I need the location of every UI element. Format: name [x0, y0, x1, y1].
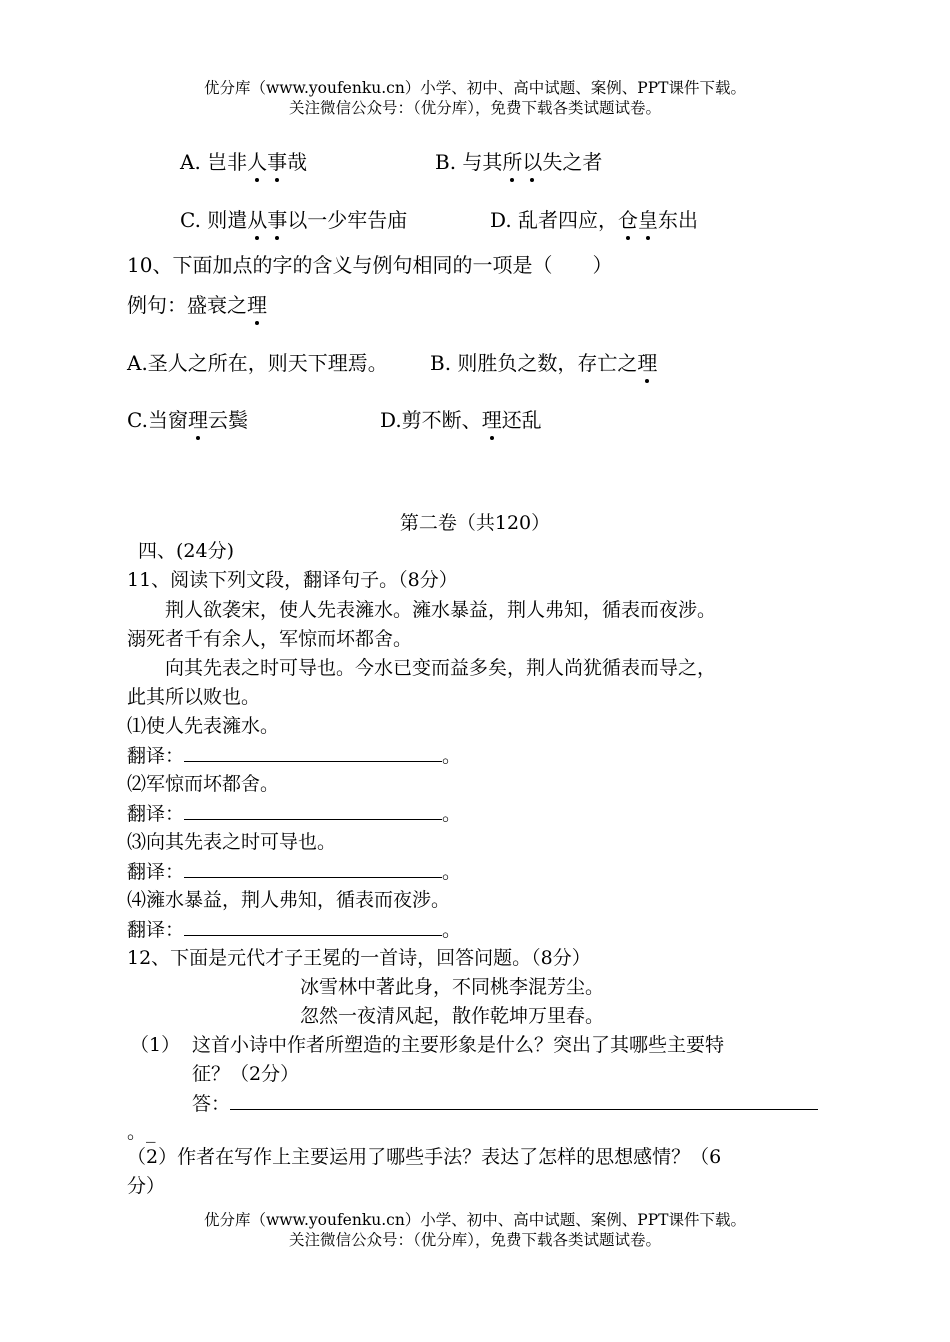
q11-stem: 11、阅读下列文段，翻译句子。（8分） [127, 569, 458, 591]
q11-sentence-2: ⑵军惊而坏都舍。 [127, 773, 280, 795]
q9-option-d: D. 乱者四应，仓皇东出 [490, 208, 699, 232]
q10-example: 例句：盛衰之理 [127, 293, 267, 317]
q11-sentence-4: ⑷澭水暴益，荆人弗知，循表而夜涉。 [127, 889, 451, 911]
answer-blank[interactable] [230, 1090, 818, 1110]
translation-row-3: 翻译： 。 [127, 858, 461, 885]
q10-option-b: B. 则胜负之数，存亡之理 [430, 351, 658, 375]
translation-row-2: 翻译： 。 [127, 800, 461, 827]
poem-line-2: 忽然一夜清风起，散作乾坤万里春。 [300, 1005, 605, 1027]
emphasis-dot-char: 事 [267, 150, 288, 174]
q11-sentence-3: ⑶向其先表之时可导也。 [127, 831, 337, 853]
emphasis-dot-char: 仓 [618, 208, 639, 232]
footer-line-2: 关注微信公众号：（优分库），免费下载各类试题试卷。 [288, 1231, 661, 1249]
translation-row-4: 翻译： 。 [127, 916, 461, 943]
emphasis-dot-char: 从 [247, 208, 268, 232]
q12-2-question-cont: 分） [127, 1175, 166, 1197]
emphasis-dot-char: 皇 [638, 208, 659, 232]
footer-line-1: 优分库（www.youfenku.cn）小学、初中、高中试题、案例、PPT课件下载。 [203, 1211, 747, 1229]
q10-option-a: A.圣人之所在，则天下理焉。 [127, 351, 388, 375]
q10-option-d: D.剪不断、理还乱 [380, 408, 542, 432]
answer-blank[interactable] [184, 858, 442, 878]
emphasis-dot-char: 理 [481, 408, 502, 432]
emphasis-dot-char: 人 [247, 150, 268, 174]
q9-option-c: C. 则遣从事以一少牢告庙 [180, 208, 408, 232]
q11-sentence-1: ⑴使人先表澭水。 [127, 715, 280, 737]
emphasis-dot-char: 理 [637, 351, 658, 375]
translation-row-1: 翻译： 。 [127, 742, 461, 769]
q9-option-a: A. 岂非人事哉 [180, 150, 308, 174]
section-heading: 四、(24分) [138, 540, 235, 562]
q11-passage-line: 荆人欲袭宋，使人先表澭水。澭水暴益，荆人弗知，循表而夜涉。 [165, 599, 717, 621]
q12-1-number: （1） [130, 1034, 181, 1056]
header-line-2: 关注微信公众号：（优分库），免费下载各类试题试卷。 [288, 99, 661, 117]
header-line-1: 优分库（www.youfenku.cn）小学、初中、高中试题、案例、PPT课件下载。 [203, 79, 747, 97]
emphasis-dot-char: 事 [267, 208, 288, 232]
answer-blank[interactable] [184, 916, 442, 936]
q9-option-b: B. 与其所以失之者 [435, 150, 603, 174]
q11-passage-line: 向其先表之时可导也。今水已变而益多矣，荆人尚犹循表而导之， [165, 657, 717, 679]
part2-title: 第二卷（共120） [399, 512, 551, 534]
answer-blank[interactable] [184, 742, 442, 762]
q11-passage-line: 此其所以败也。 [127, 686, 261, 708]
emphasis-dot-char: 所 [502, 150, 523, 174]
q12-1-question-cont: 征？（2分） [192, 1063, 300, 1085]
q12-stem: 12、下面是元代才子王冕的一首诗，回答问题。（8分） [127, 947, 591, 969]
answer-blank[interactable] [184, 800, 442, 820]
q11-passage-line: 溺死者千有余人，军惊而坏都舍。 [127, 628, 413, 650]
q12-2-question: （2）作者在写作上主要运用了哪些手法？表达了怎样的思想感情？（6 [127, 1146, 722, 1168]
emphasis-dot-char: 理 [247, 293, 267, 317]
trailing-mark: 。_ [127, 1121, 156, 1143]
q12-1-answer-row: 答： [192, 1090, 818, 1117]
emphasis-dot-char: 理 [187, 408, 208, 432]
q12-1-question: 这首小诗中作者所塑造的主要形象是什么？突出了其哪些主要特 [192, 1034, 725, 1056]
poem-line-1: 冰雪林中著此身，不同桃李混芳尘。 [300, 976, 605, 998]
q10-stem: 10、下面加点的字的含义与例句相同的一项是（ ） [127, 253, 613, 277]
emphasis-dot-char: 以 [522, 150, 543, 174]
q10-option-c: C.当窗理云鬓 [127, 408, 248, 432]
